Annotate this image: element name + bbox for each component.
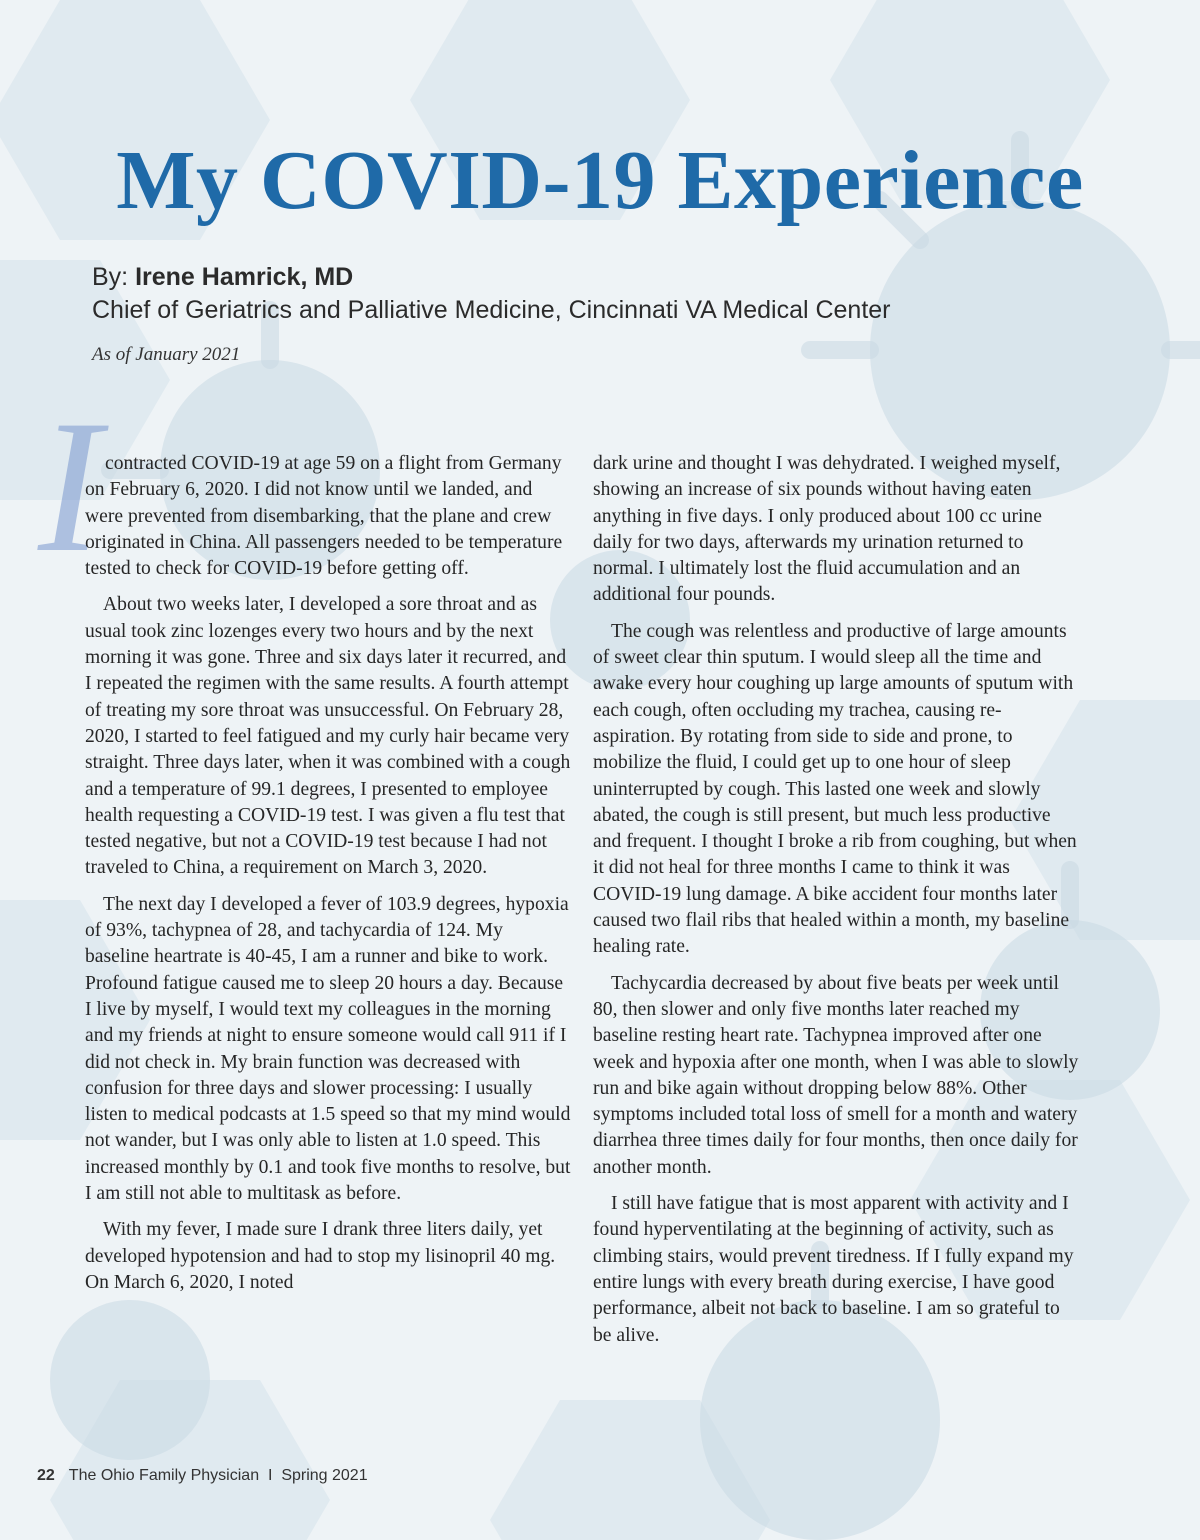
- paragraph: With my fever, I made sure I drank three liters daily, yet developed hypotension and had to stop my lisinopril 40 mg. On March 6, 2020, I noted: [85, 1219, 556, 1293]
- publication-name: The Ohio Family Physician I Spring 2021: [68, 1467, 368, 1484]
- paragraph: contracted COVID-19 at age 59 on a flight from Germany on February 6, 2020. I did not know until we landed, and were prevented from disembarking, that the plane and crew originated in China. All passengers needed to be temperature tested to check for COVID-19 before getting off.: [85, 453, 563, 580]
- drop-cap: I: [38, 382, 102, 592]
- paragraph: Tachycardia decreased by about five beats per week until 80, then slower and only five months later reached my baseline resting heart rate. Tachypnea improved after one week and hypoxia after one month, when I was able to slowly run and bike again without dropping below 88%. Other symptoms included total loss of smell for a month and watery diarrhea three times daily for four months, then once daily for another month.: [593, 972, 1079, 1178]
- article-title: My COVID-19 Experience: [116, 134, 1084, 227]
- paragraph: The next day I developed a fever of 103.9 degrees, hypoxia of 93%, tachypnea of 28, and tachycardia of 124. My baseline heartrate is 40-45, I am a runner and bike to work. Profound fatigue caused me to sleep 20 hours a day. Because I live by myself, I would text my colleagues in the morning and my friends at night to ensure someone would call 911 if I did not check in. My brain function was decreased with confusion for three days and slower processing: I usually listen to medical podcasts at 1.5 speed so that my mind would not wander, but I was only able to listen at 1.0 speed. This increased monthly by 0.1 and took five months to resolve, but I am still not able to multitask as before.: [85, 893, 571, 1205]
- byline: [92, 262, 353, 293]
- left-column: [85, 451, 571, 1306]
- paragraph: I still have fatigue that is most apparent with activity and I found hyperventilating at the beginning of activity, such as climbing stairs, would prevent tiredness. If I fully expand my entire lungs with every breath during exercise, I have good performance, albeit not back to baseline. I am so grateful to be alive.: [593, 1193, 1074, 1346]
- page-number: 22: [37, 1467, 55, 1484]
- paragraph: dark urine and thought I was dehydrated. I weighed myself, showing an increase of six pounds without having eaten anything in five days. I only produced about 100 cc urine daily for two days, afterwards my urination returned to normal. I ultimately lost the fluid accumulation and an additional four pounds.: [593, 453, 1061, 606]
- right-column: [593, 451, 1079, 1359]
- author-affiliation: Chief of Geriatrics and Palliative Medicine, Cincinnati VA Medical Center: [92, 296, 891, 324]
- page-footer: [37, 1467, 368, 1485]
- paragraph: The cough was relentless and productive of large amounts of sweet clear thin sputum. I would sleep all the time and awake every hour coughing up large amounts of sputum with each cough, often occluding my trachea, causing re-aspiration. By rotating from side to side and prone, to mobilize the fluid, I could get up to one hour of sleep uninterrupted by cough. This lasted one week and slowly abated, the cough is still present, but much less productive and frequent. I thought I broke a rib from coughing, but when it did not heal for three months I came to think it was COVID-19 lung damage. A bike accident four months later caused two flail ribs that healed within a month, my baseline healing rate.: [593, 620, 1077, 958]
- author-name: Irene Hamrick, MD: [135, 263, 354, 291]
- paragraph: About two weeks later, I developed a sore throat and as usual took zinc lozenges every two hours and by the next morning it was gone. Three and six days later it recurred, and I repeated the regimen with the same results. A fourth attempt of treating my sore throat was unsuccessful. On February 28, 2020, I started to feel fatigued and my curly hair became very straight. Three days later, when it was combined with a cough and a temperature of 99.1 degrees, I presented to employee health requesting a COVID-19 test. I was given a flu test that tested negative, but not a COVID-19 test because I had not traveled to China, a requirement on March 3, 2020.: [85, 594, 571, 879]
- byline-prefix: By:: [92, 263, 136, 291]
- as-of-date: As of January 2021: [92, 344, 241, 365]
